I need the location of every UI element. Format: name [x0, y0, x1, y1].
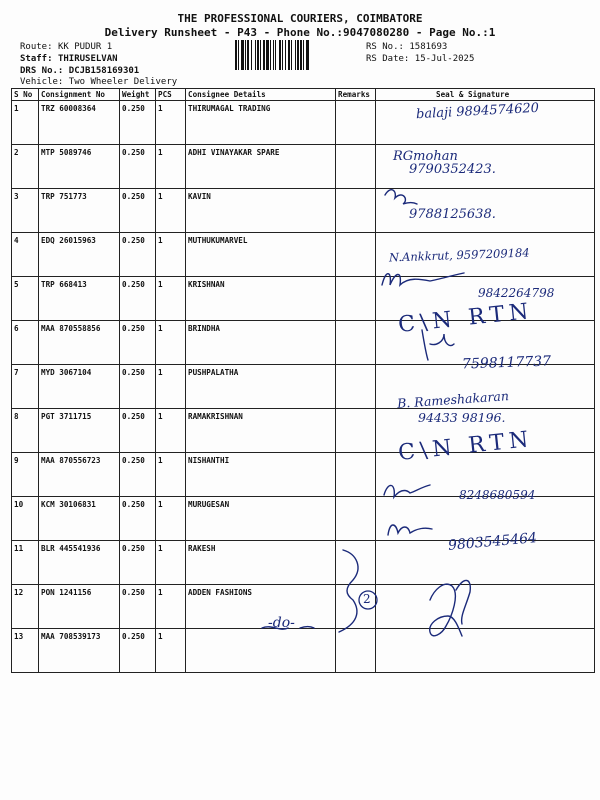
cell-pcs: 1 [156, 189, 186, 233]
table-row [12, 189, 595, 233]
signature-row-11-phone: 9803545464 [447, 530, 538, 554]
cell-weight: 0.250 [120, 365, 156, 409]
cell-consignee: MUTHUKUMARVEL [186, 233, 336, 277]
cell-signature [376, 321, 595, 365]
signature-row-8-name: B. Rameshakaran [396, 388, 510, 411]
cell-remarks [336, 101, 376, 145]
cell-consignment: MTP 5089746 [39, 145, 120, 189]
cell-consignment: TRZ 60008364 [39, 101, 120, 145]
table-row [12, 365, 595, 409]
signature-row-2-phone: 9790352423. [409, 162, 496, 177]
cell-signature [376, 277, 595, 321]
cell-signature [376, 629, 595, 673]
cell-sno: 4 [12, 233, 39, 277]
header-weight: Weight [120, 89, 156, 101]
cell-sno: 9 [12, 453, 39, 497]
cell-weight: 0.250 [120, 409, 156, 453]
cell-signature [376, 145, 595, 189]
cell-consignment: TRP 668413 [39, 277, 120, 321]
route-value: KK PUDUR 1 [57, 42, 113, 52]
cell-consignee: KRISHNAN [186, 277, 336, 321]
table-row [12, 101, 595, 145]
cell-remarks [336, 409, 376, 453]
cell-weight: 0.250 [120, 497, 156, 541]
cell-signature [376, 101, 595, 145]
cell-pcs: 1 [156, 101, 186, 145]
cell-remarks [336, 541, 376, 585]
brace-count: 2 [363, 592, 371, 606]
cell-consignee [186, 629, 336, 673]
cell-remarks [336, 321, 376, 365]
cell-pcs: 1 [156, 321, 186, 365]
cell-remarks [336, 585, 376, 629]
cell-pcs: 1 [156, 497, 186, 541]
cell-signature [376, 453, 595, 497]
cell-pcs: 1 [156, 365, 186, 409]
table-row [12, 541, 595, 585]
runsheet-table [11, 88, 595, 673]
cell-weight: 0.250 [120, 453, 156, 497]
rs-date-value: 15-Jul-2025 [414, 54, 475, 64]
cell-sno: 5 [12, 277, 39, 321]
header-pcs: PCS [156, 89, 186, 101]
cell-weight: 0.250 [120, 629, 156, 673]
staff-line [20, 54, 118, 64]
signature-row-4: N.Ankkrut, 9597209184 [388, 245, 530, 265]
table-row [12, 233, 595, 277]
cell-signature [376, 497, 595, 541]
drs-line [20, 66, 139, 76]
cell-pcs: 1 [156, 233, 186, 277]
header-remarks: Remarks [336, 89, 376, 101]
signature-row-7-phone: 7598117737 [461, 353, 552, 373]
table-row [12, 409, 595, 453]
staff-value: THIRUSELVAN [57, 54, 118, 64]
barcode-icon [233, 40, 359, 70]
rs-date-line [366, 54, 474, 64]
cell-remarks [336, 629, 376, 673]
signature-row-10-phone: 8248680594 [459, 488, 536, 502]
cell-sno: 3 [12, 189, 39, 233]
cell-sno: 8 [12, 409, 39, 453]
cell-consignment: MYD 3067104 [39, 365, 120, 409]
cell-pcs: 1 [156, 629, 186, 673]
cell-sno: 1 [12, 101, 39, 145]
route-label: Route: [20, 42, 53, 52]
cell-consignment: MAA 708539173 [39, 629, 120, 673]
cell-consignment: TRP 751773 [39, 189, 120, 233]
cell-weight: 0.250 [120, 277, 156, 321]
table-row [12, 497, 595, 541]
signature-row-8-phone: 94433 98196. [418, 410, 506, 425]
header-signature: Seal & Signature [376, 89, 595, 101]
vehicle-label: Vehicle: [20, 77, 64, 87]
cell-consignment: KCM 30106831 [39, 497, 120, 541]
header-consignee: Consignee Details [186, 89, 336, 101]
drs-label: DRS No.: [20, 66, 64, 76]
ditto-mark: -do- [268, 615, 295, 631]
runsheet-subtitle: Delivery Runsheet - P43 - Phone No.:9047080280 - Page No.:1 [104, 26, 496, 39]
cell-remarks [336, 453, 376, 497]
cell-sno: 13 [12, 629, 39, 673]
cell-sno: 11 [12, 541, 39, 585]
cell-consignment: MAA 870558856 [39, 321, 120, 365]
cell-remarks [336, 233, 376, 277]
cell-consignee: MURUGESAN [186, 497, 336, 541]
cell-consignee: RAKESH [186, 541, 336, 585]
cell-consignment: BLR 445541936 [39, 541, 120, 585]
remark-cn-rtn-1: C\N RTN [397, 298, 535, 339]
cell-remarks [336, 277, 376, 321]
cell-signature [376, 233, 595, 277]
cell-consignment: PON 1241156 [39, 585, 120, 629]
cell-weight: 0.250 [120, 585, 156, 629]
cell-sno: 6 [12, 321, 39, 365]
cell-weight: 0.250 [120, 321, 156, 365]
cell-signature [376, 409, 595, 453]
vehicle-line [20, 77, 177, 87]
cell-remarks [336, 145, 376, 189]
staff-label: Staff: [20, 54, 53, 64]
rs-no-value: 1581693 [409, 42, 448, 52]
table-row [12, 585, 595, 629]
rs-no-line [366, 42, 447, 52]
cell-sno: 12 [12, 585, 39, 629]
cell-remarks [336, 189, 376, 233]
header-sno: S No [12, 89, 39, 101]
cell-consignee: ADHI VINAYAKAR SPARE [186, 145, 336, 189]
cell-consignee: THIRUMAGAL TRADING [186, 101, 336, 145]
cell-consignee: RAMAKRISHNAN [186, 409, 336, 453]
cell-consignee: ADDEN FASHIONS [186, 585, 336, 629]
cell-remarks [336, 365, 376, 409]
cell-weight: 0.250 [120, 233, 156, 277]
company-title: THE PROFESSIONAL COURIERS, COIMBATORE [177, 12, 423, 25]
route-line [20, 42, 112, 52]
drs-value: DCJB158169301 [68, 66, 140, 76]
cell-pcs: 1 [156, 409, 186, 453]
table-row [12, 629, 595, 673]
cell-pcs: 1 [156, 585, 186, 629]
cell-weight: 0.250 [120, 145, 156, 189]
cell-pcs: 1 [156, 145, 186, 189]
cell-consignee: BRINDHA [186, 321, 336, 365]
cell-consignee: NISHANTHI [186, 453, 336, 497]
cell-sno: 10 [12, 497, 39, 541]
cell-pcs: 1 [156, 541, 186, 585]
signature-row-3-phone: 9788125638. [409, 207, 496, 222]
cell-remarks [336, 497, 376, 541]
vehicle-value: Two Wheeler Delivery [68, 77, 178, 87]
cell-consignment: PGT 3711715 [39, 409, 120, 453]
remark-cn-rtn-2: C\N RTN [397, 426, 535, 467]
cell-signature [376, 585, 595, 629]
cell-pcs: 1 [156, 277, 186, 321]
table-row [12, 145, 595, 189]
cell-sno: 2 [12, 145, 39, 189]
cell-signature [376, 189, 595, 233]
table-row [12, 321, 595, 365]
cell-signature [376, 541, 595, 585]
cell-consignee: KAVIN [186, 189, 336, 233]
cell-sno: 7 [12, 365, 39, 409]
signature-row-1: balaji 9894574620 [415, 100, 540, 123]
cell-weight: 0.250 [120, 101, 156, 145]
cell-consignment: EDQ 26015963 [39, 233, 120, 277]
rs-date-label: RS Date: [366, 54, 410, 64]
rs-no-label: RS No.: [366, 42, 404, 52]
cell-weight: 0.250 [120, 189, 156, 233]
cell-pcs: 1 [156, 453, 186, 497]
cell-weight: 0.250 [120, 541, 156, 585]
cell-consignment: MAA 870556723 [39, 453, 120, 497]
signature-row-5-phone: 9842264798 [478, 286, 555, 300]
header-consignment: Consignment No [39, 89, 120, 101]
cell-signature [376, 365, 595, 409]
table-row [12, 453, 595, 497]
table-row [12, 277, 595, 321]
table-header-row [12, 89, 595, 101]
signature-row-2-name: RGmohan [393, 149, 458, 164]
cell-consignee: PUSHPALATHA [186, 365, 336, 409]
